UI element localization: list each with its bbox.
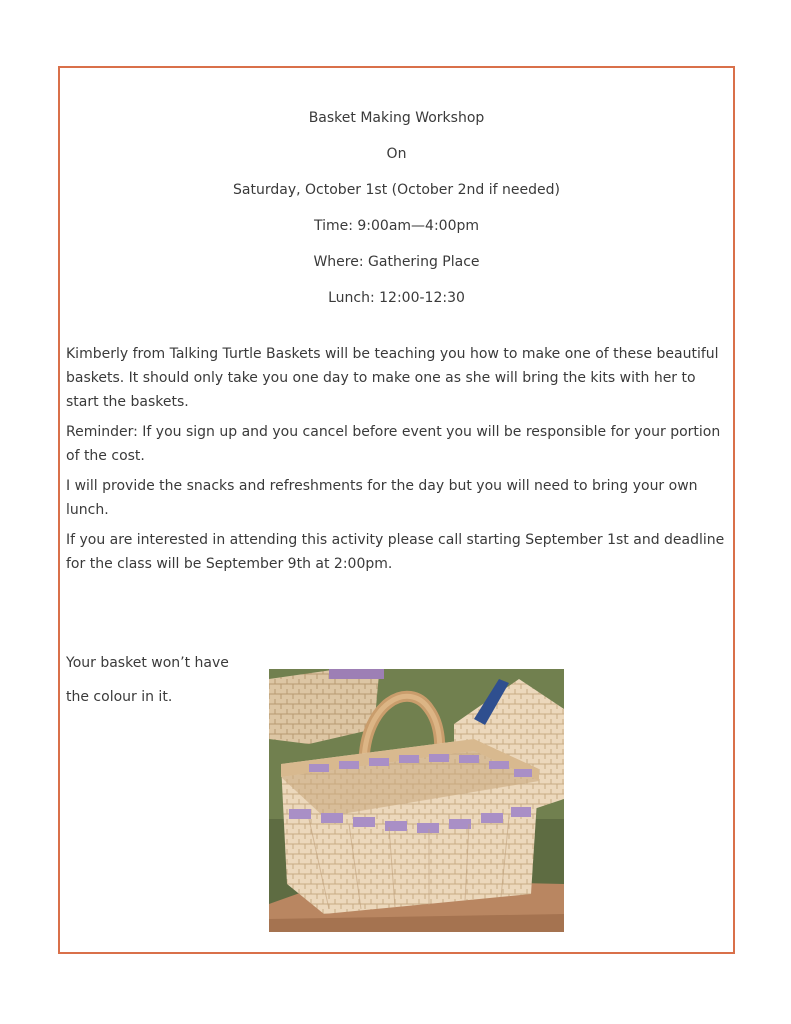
reminder-paragraph: Reminder: If you sign up and you cancel before event you will be responsible for your portion of the cost. <box>66 424 721 464</box>
event-description <box>66 342 731 582</box>
snacks-paragraph: I will provide the snacks and refreshments for the day but you will need to bring your own lunch. <box>66 478 698 518</box>
colour-note <box>66 646 229 714</box>
event-location: Where: Gathering Place <box>313 254 480 270</box>
colour-note-line-2: the colour in it. <box>66 689 173 705</box>
intro-paragraph: Kimberly from Talking Turtle Baskets will be teaching you how to make one of these beautiful baskets. It should only take you one day to make one as she will bring the kits with her to start the baskets. <box>66 346 719 410</box>
event-time: Time: 9:00am—4:00pm <box>313 218 480 234</box>
event-date: Saturday, October 1st (October 2nd if needed) <box>233 182 560 198</box>
basket-photo <box>269 669 564 932</box>
contact-paragraph: If you are interested in attending this activity please call starting September 1st and deadline for the class will be September 9th at 2:00pm. <box>66 532 725 572</box>
event-title: Basket Making Workshop <box>308 110 485 126</box>
event-header <box>58 100 735 316</box>
event-lunch: Lunch: 12:00-12:30 <box>328 290 465 306</box>
event-on: On <box>386 146 407 162</box>
colour-note-line-1: Your basket won’t have <box>66 655 229 671</box>
basket-illustration <box>269 669 564 932</box>
